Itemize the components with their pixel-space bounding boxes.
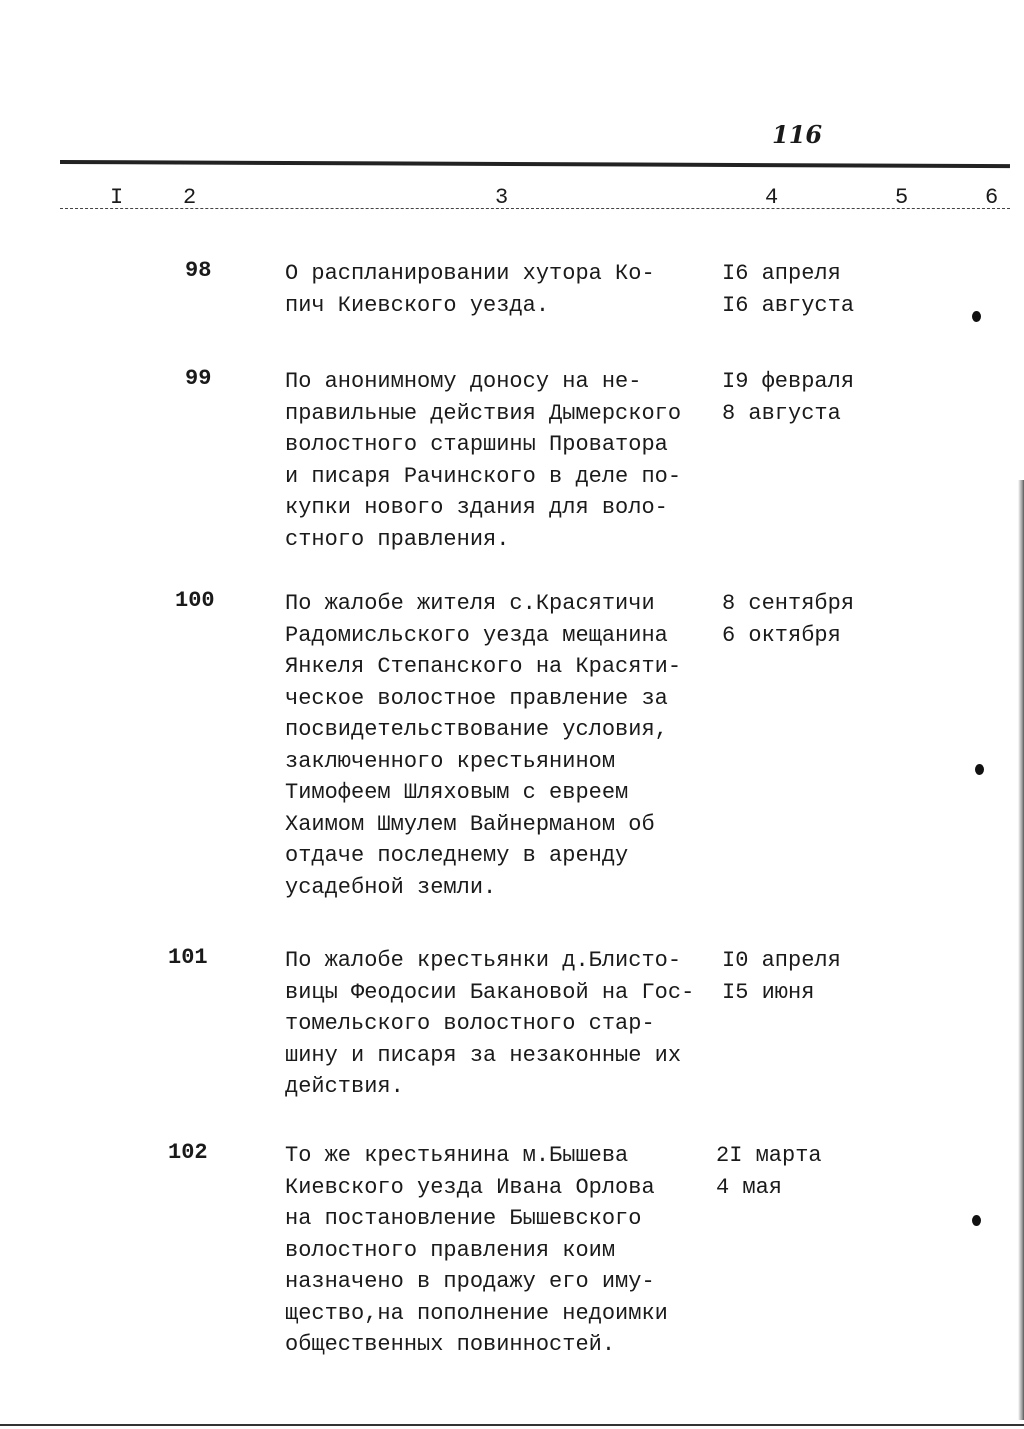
entry-dates: I0 апреля I5 июня: [722, 948, 841, 1005]
entry-description: По анонимному доносу на не- правильные действия Дымерского волостного старшины Проватора и писаря Рачинского в деле по- купки нового здания для воло- стного правления.: [285, 369, 682, 552]
entry-description: По жалобе крестьянки д.Блисто- вицы Феодосии Бакановой на Гос- томельского волостного стар- шину и писаря за незаконные их действия.: [285, 948, 695, 1099]
header-rule: [60, 160, 1010, 168]
column-header-4: 4: [765, 185, 779, 210]
column-header-1: I: [110, 185, 124, 210]
page-edge-shadow: [1018, 480, 1024, 1420]
entry-description: О распланировании хутора Ко- пич Киевского уезда.: [285, 261, 655, 318]
column-header-rule: [60, 208, 1010, 209]
entry-number: 99: [185, 366, 212, 391]
entry-dates: I6 апреля I6 августа: [722, 261, 855, 318]
entry-dates: 2I марта 4 мая: [716, 1143, 822, 1200]
bottom-rule: [0, 1424, 1024, 1426]
entry-dates: 8 сентября 6 октября: [722, 591, 855, 648]
entry-description: То же крестьянина м.Бышева Киевского уезда Ивана Орлова на постановление Бышевского волостного правления коим назначено в продажу его иму- щество,на пополнение недоимки общественных повинностей.: [285, 1143, 668, 1357]
entry-dates: I9 февраля 8 августа: [722, 369, 855, 426]
column-header-2: 2: [183, 185, 197, 210]
column-header-6: 6: [985, 185, 999, 210]
entry-number: 101: [168, 945, 208, 970]
punch-hole-mark: [972, 1215, 981, 1226]
entry-description: По жалобе жителя с.Красятичи Радомисльского уезда мещанина Янкеля Степанского на Красяти- ческое волостное правление за посвидетельствование условия, заключенного крестьянином Тимофеем Шляховым с евреем Хаимом Шмулем Вайнерманом об отдаче последнему в аренду усадебной земли.: [285, 591, 682, 900]
column-header-3: 3: [495, 185, 509, 210]
column-header-5: 5: [895, 185, 909, 210]
punch-hole-mark: [972, 311, 981, 322]
entry-number: 102: [168, 1140, 208, 1165]
entry-number: 100: [175, 588, 215, 613]
punch-hole-mark: [975, 764, 984, 775]
page-number: 116: [772, 120, 823, 149]
entry-number: 98: [185, 258, 212, 283]
